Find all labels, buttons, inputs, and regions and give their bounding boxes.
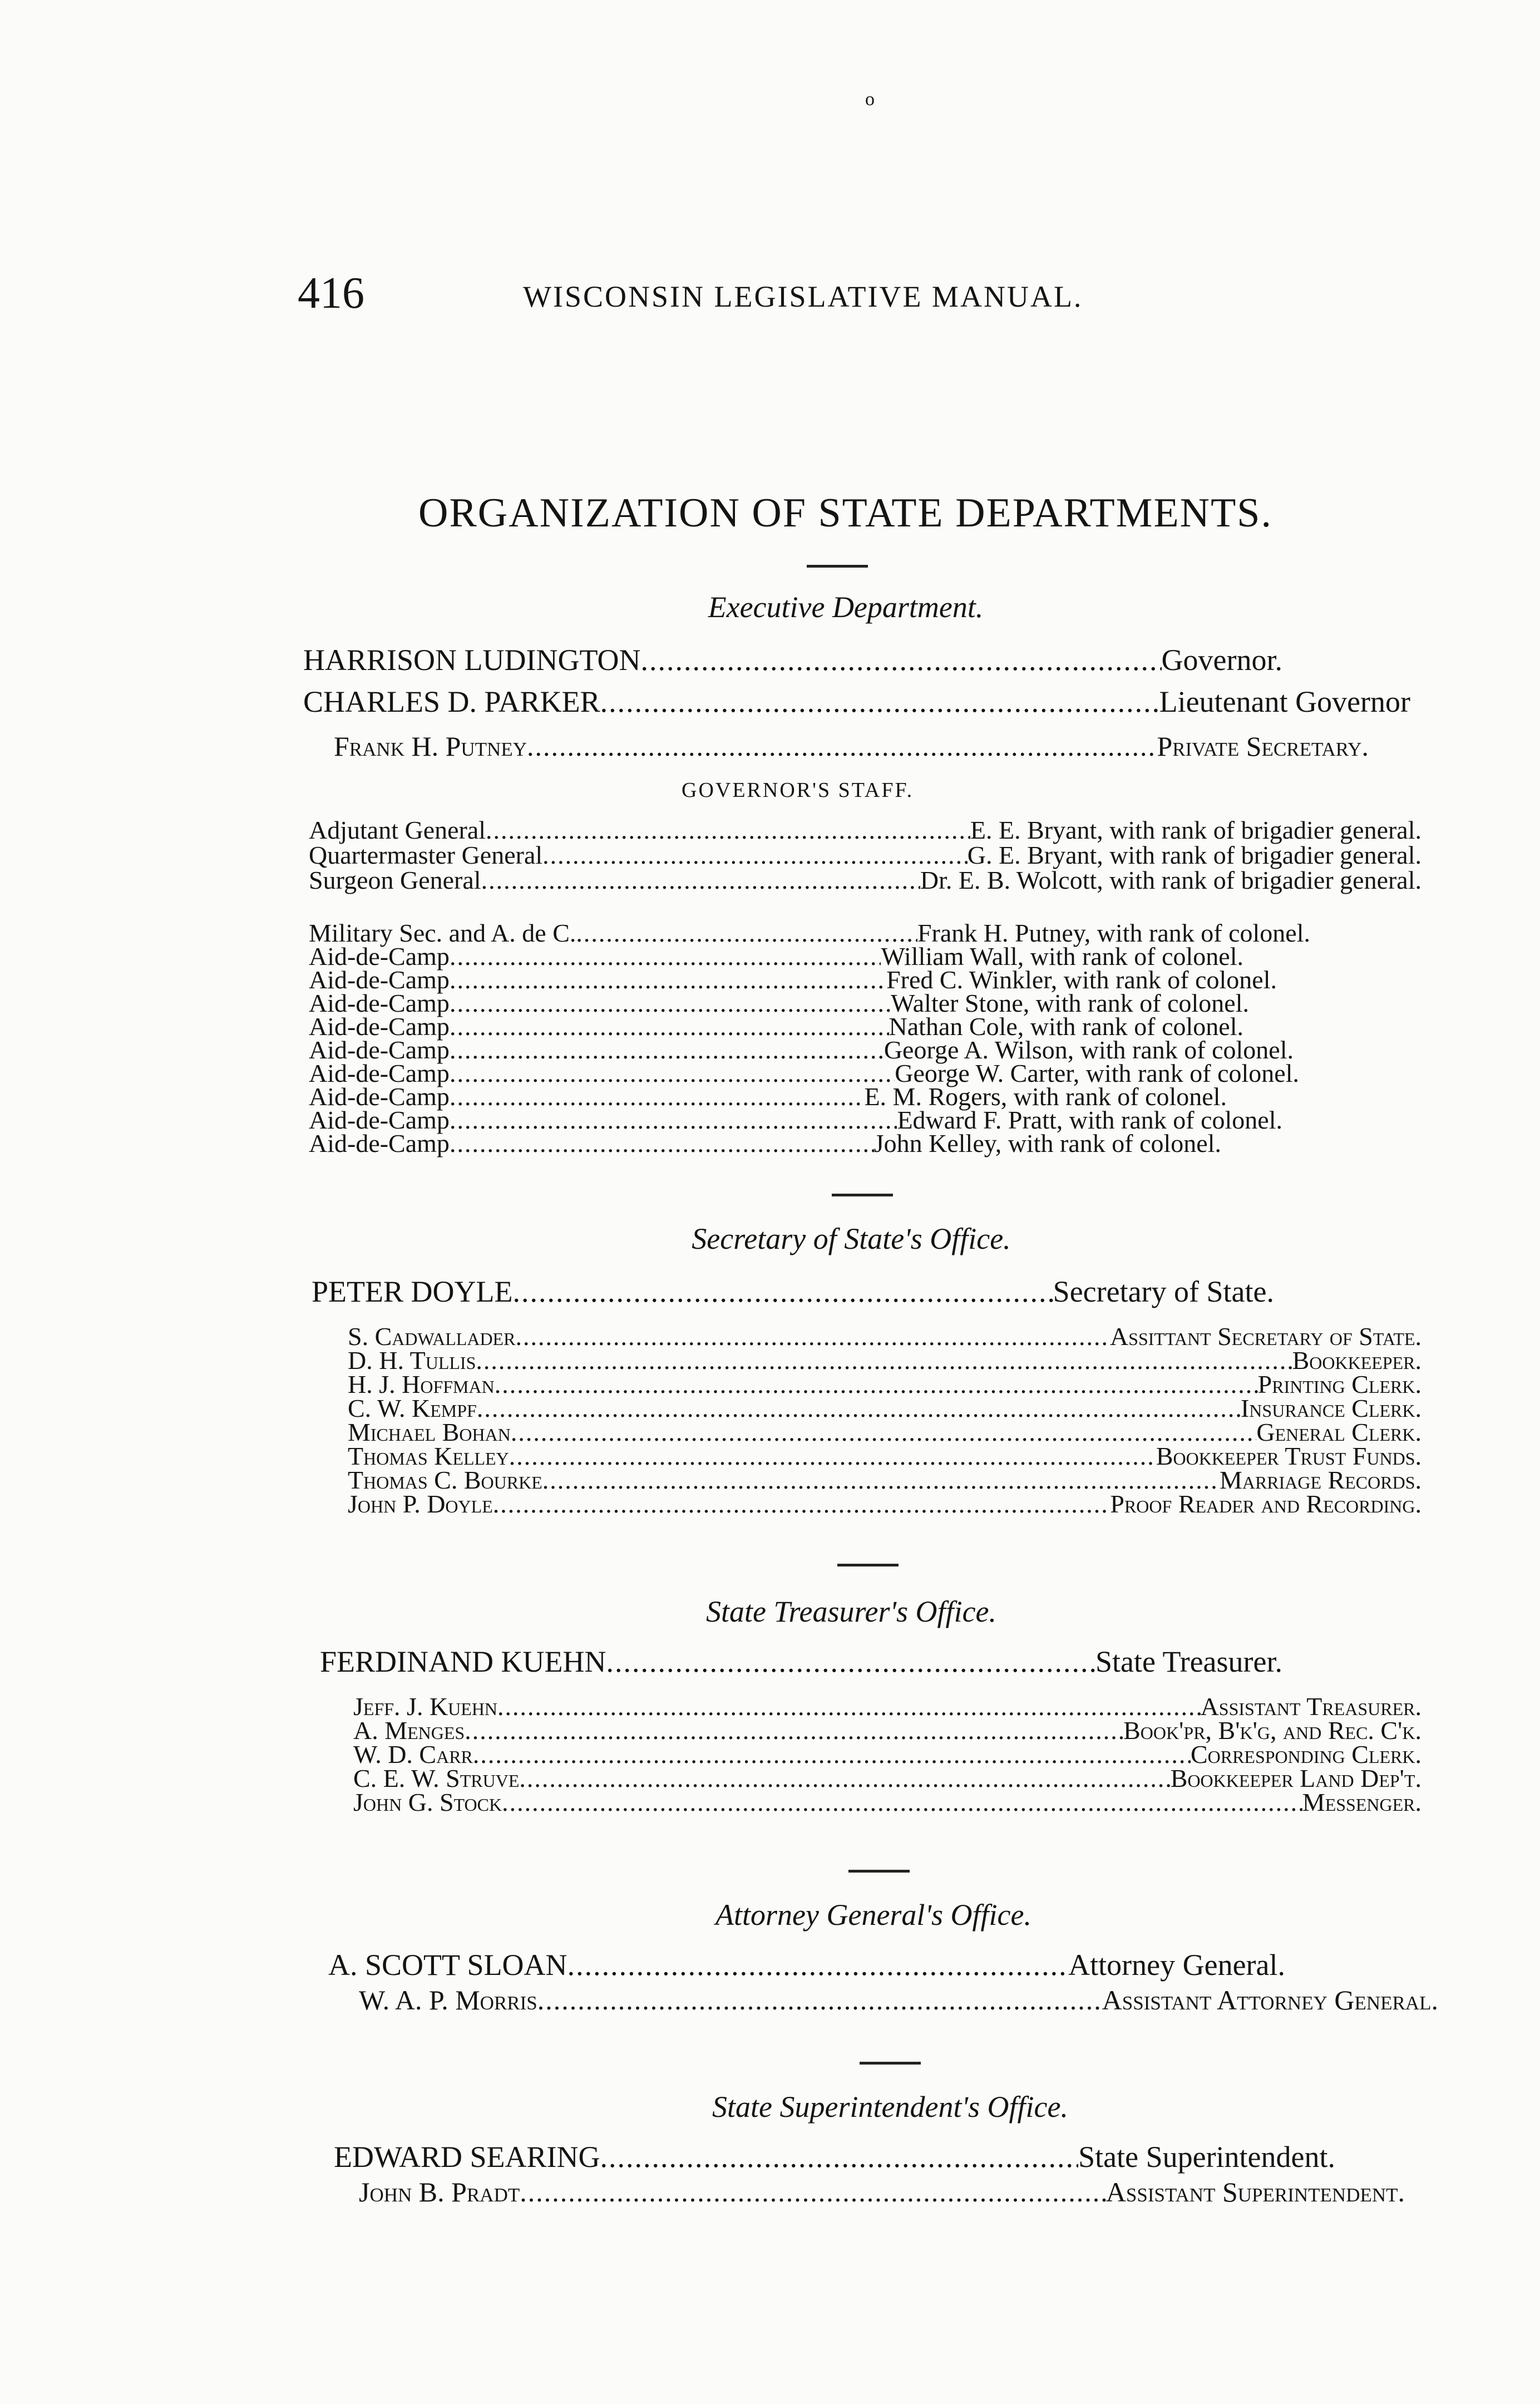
department-head xyxy=(334,2140,1335,2174)
staff-name: John G. Stock xyxy=(353,1788,502,1816)
head-name: EDWARD SEARING xyxy=(334,2140,600,2174)
staff-holder: Dr. E. B. Wolcott, with rank of brigadier general. xyxy=(920,866,1421,894)
staff-name: D. H. Tullis xyxy=(348,1346,476,1375)
department-head xyxy=(320,1644,1282,1679)
section-title-secretary-of-state: Secretary of State's Office. xyxy=(692,1222,1011,1255)
department-head xyxy=(328,1948,1285,1982)
head-name: A. SCOTT SLOAN xyxy=(328,1948,567,1982)
aide-title: Aid-de-Camp xyxy=(309,942,450,971)
staff-holder: G. E. Bryant, with rank of brigadier general. xyxy=(967,841,1421,869)
officer-name: HARRISON LUDINGTON xyxy=(303,643,641,677)
officer-role: Lieutenant Governor xyxy=(1159,685,1410,718)
staff-row xyxy=(359,2176,1405,2208)
aide-name: John Kelley, with rank of colonel. xyxy=(873,1129,1221,1157)
staff-name: H. J. Hoffman xyxy=(348,1370,495,1398)
aide-title: Aid-de-Camp xyxy=(309,1036,450,1064)
governors-staff-heading: GOVERNOR'S STAFF. xyxy=(682,779,914,802)
aide-name: William Wall, with rank of colonel. xyxy=(881,942,1243,971)
aide-name: Fred C. Winkler, with rank of colonel. xyxy=(886,965,1277,994)
aide-name: George W. Carter, with rank of colonel. xyxy=(895,1059,1299,1087)
section-title-attorney-general: Attorney General's Office. xyxy=(715,1898,1031,1932)
head-role: Secretary of State. xyxy=(1053,1275,1274,1308)
page-number: 416 xyxy=(298,269,364,318)
staff-name: C. W. Kempf xyxy=(348,1394,477,1422)
head-role: State Superintendent. xyxy=(1078,2140,1335,2174)
staff-name: S. Cadwallader xyxy=(348,1322,516,1351)
aide-title: Aid-de-Camp xyxy=(309,989,450,1017)
staff-role: Marriage Records. xyxy=(1219,1466,1421,1494)
staff-name: Thomas C. Bourke xyxy=(348,1466,542,1494)
staff-role: Assistant Superintendent. xyxy=(1105,2176,1405,2208)
staff-role: Insurance Clerk. xyxy=(1240,1394,1421,1422)
section-title-executive: Executive Department. xyxy=(708,590,984,624)
divider xyxy=(848,1870,910,1873)
aide-name: George A. Wilson, with rank of colonel. xyxy=(883,1036,1294,1064)
department-head xyxy=(312,1274,1274,1309)
officer-name: CHARLES D. PARKER xyxy=(303,685,600,718)
staff-name: W. A. P. Morris xyxy=(359,1984,537,2016)
aide-title: Aid-de-Camp xyxy=(309,1106,450,1134)
aide-title: Aid-de-Camp xyxy=(309,1012,450,1041)
section-title-treasurer: State Treasurer's Office. xyxy=(705,1595,997,1628)
staff-role: Assistant Attorney General. xyxy=(1102,1984,1438,2016)
head-role: Attorney General. xyxy=(1068,1948,1285,1982)
head-name: PETER DOYLE xyxy=(312,1275,513,1308)
divider xyxy=(832,1194,893,1196)
staff-title: Quartermaster General xyxy=(309,841,543,869)
aide-title: Aid-de-Camp xyxy=(309,1129,450,1157)
divider xyxy=(860,2062,921,2065)
staff-name: A. Menges xyxy=(353,1716,465,1745)
staff-name: C. E. W. Struve xyxy=(353,1764,520,1792)
executive-officer xyxy=(303,684,1410,719)
staff-role: General Clerk. xyxy=(1256,1418,1421,1446)
staff-name: Michael Bohan xyxy=(348,1418,511,1446)
staff-role: Bookkeeper. xyxy=(1292,1346,1421,1375)
staff-name: W. D. Carr xyxy=(353,1740,473,1768)
aide-title: Aid-de-Camp xyxy=(309,1082,450,1111)
staff-role: Proof Reader and Recording. xyxy=(1110,1490,1421,1518)
executive-officer xyxy=(334,730,1369,762)
officer-role: Governor. xyxy=(1161,643,1282,677)
aide-name: Walter Stone, with rank of colonel. xyxy=(891,989,1249,1017)
aide-title: Aid-de-Camp xyxy=(309,1059,450,1087)
staff-role: Corresponding Clerk. xyxy=(1190,1740,1421,1768)
aide-name: Nathan Cole, with rank of colonel. xyxy=(889,1012,1243,1041)
head-role: State Treasurer. xyxy=(1095,1645,1282,1678)
staff-role: Bookkeeper Trust Funds. xyxy=(1156,1442,1421,1470)
staff-role: Bookkeeper Land Dep't. xyxy=(1170,1764,1421,1792)
aide-title: Military Sec. and A. de C. xyxy=(309,919,576,947)
staff-role: Printing Clerk. xyxy=(1257,1370,1421,1398)
staff-row xyxy=(359,1984,1438,2016)
staff-row xyxy=(353,1787,1421,1817)
staff-role: Book'pr, B'k'g, and Rec. C'k. xyxy=(1123,1716,1421,1745)
executive-officer xyxy=(303,643,1282,677)
staff-role: Assittant Secretary of State. xyxy=(1109,1322,1421,1351)
officer-role: Private Secretary. xyxy=(1157,731,1369,762)
staff-title: Adjutant General xyxy=(309,816,486,844)
staff-row xyxy=(309,865,1421,895)
divider xyxy=(807,565,868,568)
staff-name: Thomas Kelley xyxy=(348,1442,509,1470)
aide-name: E. M. Rogers, with rank of colonel. xyxy=(864,1082,1227,1111)
staff-name: John P. Doyle xyxy=(348,1490,493,1518)
staff-name: John B. Pradt xyxy=(359,2176,520,2208)
staff-role: Messenger. xyxy=(1302,1788,1421,1816)
aide-name: Frank H. Putney, with rank of colonel. xyxy=(917,919,1310,947)
section-title-superintendent: State Superintendent's Office. xyxy=(712,2090,1068,2124)
divider xyxy=(837,1564,899,1566)
staff-row xyxy=(348,1489,1421,1519)
top-mark: o xyxy=(865,89,875,110)
staff-name: Jeff. J. Kuehn xyxy=(353,1692,498,1721)
aide-row xyxy=(309,1129,1221,1158)
officer-name: Frank H. Putney xyxy=(334,731,527,762)
page-title: ORGANIZATION OF STATE DEPARTMENTS. xyxy=(418,490,1272,536)
staff-role: Assistant Treasurer. xyxy=(1200,1692,1421,1721)
running-head: WISCONSIN LEGISLATIVE MANUAL. xyxy=(523,280,1083,313)
staff-title: Surgeon General xyxy=(309,866,481,894)
aide-title: Aid-de-Camp xyxy=(309,965,450,994)
staff-holder: E. E. Bryant, with rank of brigadier general. xyxy=(970,816,1421,844)
aide-name: Edward F. Pratt, with rank of colonel. xyxy=(897,1106,1282,1134)
head-name: FERDINAND KUEHN xyxy=(320,1645,606,1678)
